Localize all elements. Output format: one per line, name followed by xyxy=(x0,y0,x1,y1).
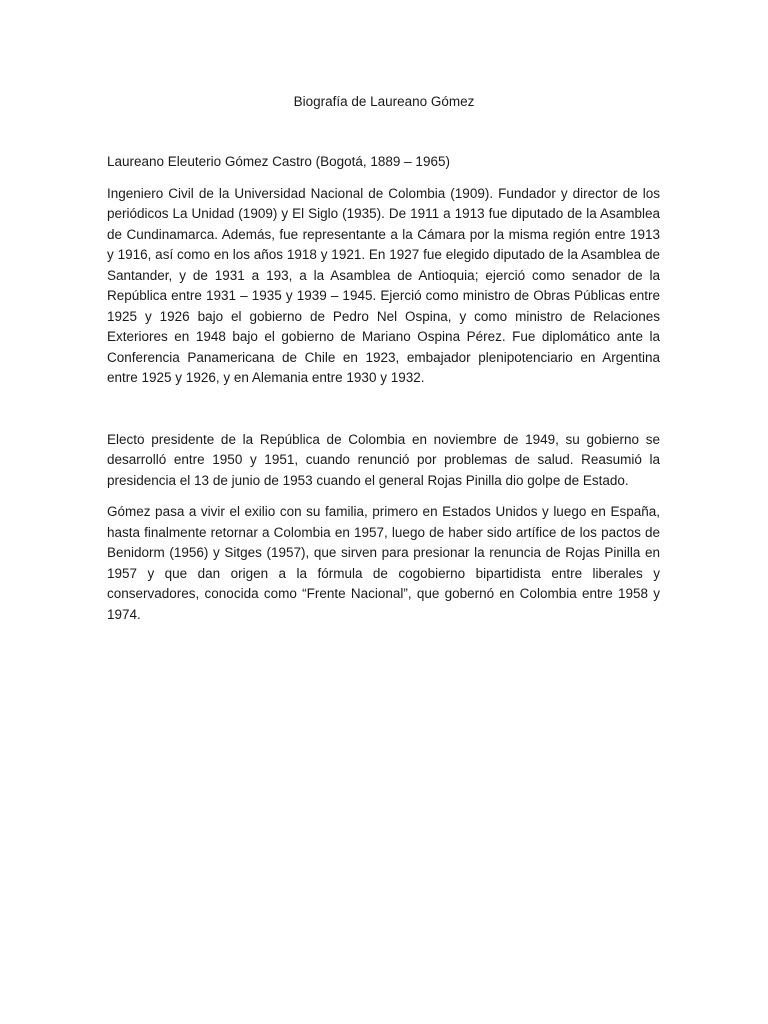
paragraph-career: Ingeniero Civil de la Universidad Nacional de Colombia (1909). Fundador y director de los periódicos La Unidad (1909) y El Siglo (1935). De 1911 a 1913 fue diputado de la Asamblea de Cundinamarca. Además, fue representante a la Cámara por la misma región entre 1913 y 1916, así como en los años 1918 y 1921. En 1927 fue elegido diputado de la Asamblea de Santander, y de 1931 a 193, a la Asamblea de Antioquia; ejerció como senador de la República entre 1931 – 1935 y 1939 – 1945. Ejerció como ministro de Obras Públicas entre 1925 y 1926 bajo el gobierno de Pedro Nel Ospina, y como ministro de Relaciones Exteriores en 1948 bajo el gobierno de Mariano Ospina Pérez. Fue diplomático ante la Conferencia Panamericana de Chile en 1923, embajador plenipotenciario en Argentina entre 1925 y 1926, y en Alemania entre 1930 y 1932. xyxy=(107,185,660,385)
document-subtitle: Laureano Eleuterio Gómez Castro (Bogotá, 1889 – 1965) xyxy=(107,154,450,169)
paragraph-presidency: Electo presidente de la República de Colombia en noviembre de 1949, su gobierno se desarrolló entre 1950 y 1951, cuando renunció por problemas de salud. Reasumió la presidencia el 13 de junio de 1953 cuando el general Rojas Pinilla dio golpe de Estado. xyxy=(107,431,660,488)
paragraph-exile: Gómez pasa a vivir el exilio con su familia, primero en Estados Unidos y luego en España, hasta finalmente retornar a Colombia en 1957, luego de haber sido artífice de los pactos de Benidorm (1956) y Sitges (1957), que sirven para presionar la renuncia de Rojas Pinilla en 1957 y que dan origen a la fórmula de cogobierno bipartidista entre liberales y conservadores, conocida como “Frente Nacional”, que gobernó en Colombia entre 1958 y 1974. xyxy=(107,504,660,622)
document-body xyxy=(107,152,660,625)
document-title: Biografía de Laureano Gómez xyxy=(293,94,475,109)
